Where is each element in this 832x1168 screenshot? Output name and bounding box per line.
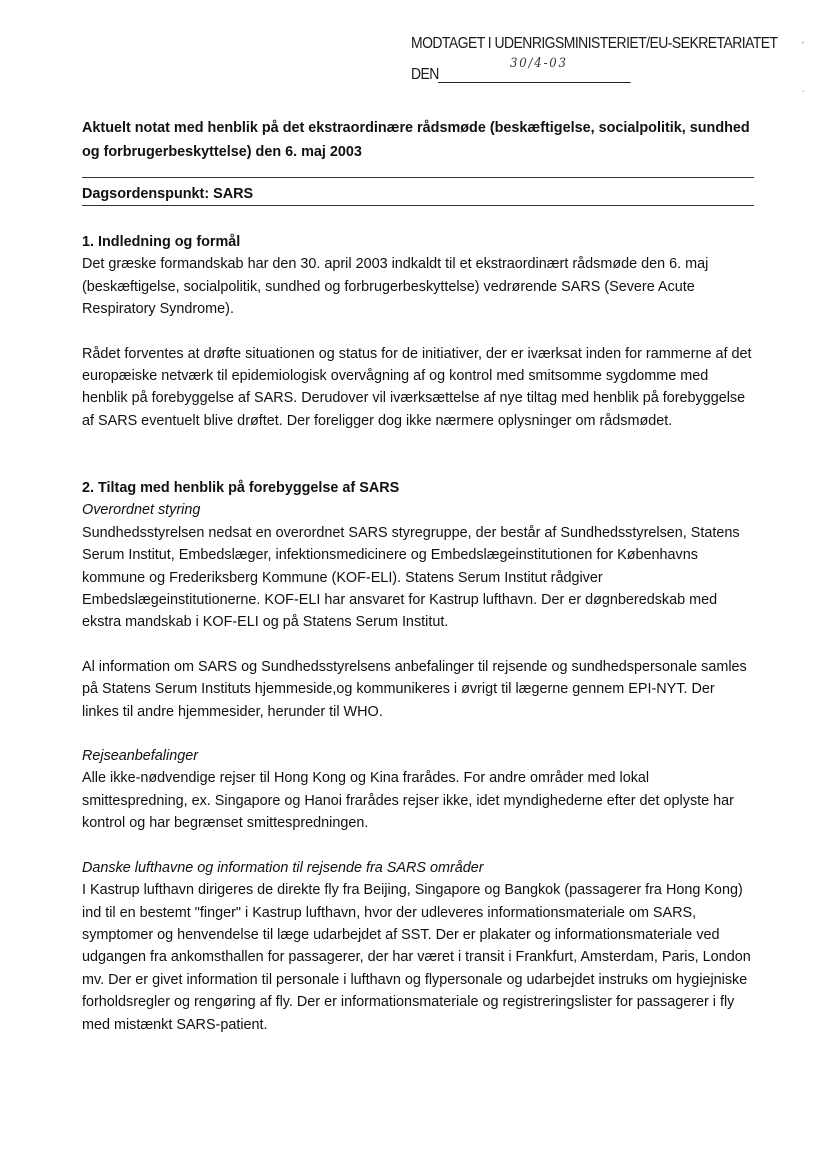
paragraph: Rådet forventes at drøfte situationen og status for de initiativer, der er iværksat inden for rammerne af det europæiske netværk til epidemiologisk overvågning af og kontrol med smitsomme sygdomme med henblik på forebyggelse af SARS. Derudover vil iværksættelse af nye tiltag med henblik på forebyggelse af SARS eventuelt blive drøftet. Der foreligger dog ikke nærmere oplysninger om rådsmødet.	[82, 345, 752, 429]
stamp-handwritten-date: 30/4-03	[510, 56, 568, 71]
section-heading: 1. Indledning og formål	[82, 234, 241, 250]
divider-bottom	[82, 205, 754, 206]
divider-top	[82, 177, 754, 178]
stamp-den-label: DEN	[411, 66, 439, 83]
paragraph: Sundhedsstyrelsen nedsat en overordnet SARS styregruppe, der består af Sundhedsstyrelsen, Statens Serum Institut, Embedslæger, infektionsmedicinere og Embedslægeinstitutionen for Københavns kommune og Frederiksberg Kommune (KOF-ELI). Statens Serum Institut rådgiver Embedslægeinstitutionerne. KOF-ELI har ansvaret for Kastrup lufthavn. Der er døgnberedskab med ekstra mandskab i KOF-ELI og på Statens Serum Institut.	[82, 524, 740, 631]
paragraph: Al information om SARS og Sundhedsstyrelsens anbefalinger til rejsende og sundhedspersonale samles på Statens Serum Instituts hjemmeside,og kommunikeres i øvrigt til lægerne gennem EPI-NYT. Der linkes til andre hjemmesider, herunder til WHO.	[82, 658, 747, 720]
stamp-date-line	[411, 56, 726, 84]
paragraph: Alle ikke-nødvendige rejser til Hong Kong og Kina frarådes. For andre områder med lokal smittespredning, ex. Singapore og Hanoi frarådes rejser ikke, idet myndighederne efter det oplyste har kontrol og har begrænset smittespredningen.	[82, 770, 734, 832]
received-stamp	[411, 34, 778, 84]
paragraph: Det græske formandskab har den 30. april 2003 indkaldt til et ekstraordinært rådsmøde den 6. maj (beskæftigelse, socialpolitik, sundhed og forbrugerbeskyttelse) vedrørende SARS (Severe Acute Respiratory Syndrome).	[82, 256, 709, 318]
section-introduction	[82, 231, 754, 432]
scan-mark: ′	[802, 40, 804, 50]
section-heading: 2. Tiltag med henblik på forebyggelse af SARS	[82, 480, 400, 496]
stamp-underline	[438, 82, 631, 83]
document-title: Aktuelt notat med henblik på det ekstraordinære rådsmøde (beskæftigelse, socialpolitik, sundhed og forbrugerbeskyttelse) den 6. maj 2003	[82, 120, 750, 160]
scan-mark: ˎ	[802, 82, 805, 92]
subheading: Rejseanbefalinger	[82, 748, 199, 765]
subheading: Overordnet styring	[82, 502, 201, 519]
paragraph: I Kastrup lufthavn dirigeres de direkte fly fra Beijing, Singapore og Bangkok (passagerer fra Hong Kong) ind til en bestemt "finger" i Kastrup lufthavn, hvor der udleveres informationsmateriale om SARS, symptomer og henvendelse til læge udarbejdet af SST. Der er plakater og informationsmateriale ved udgangen fra ankomsthallen for passagerer, der har været i transit i Frankfurt, Amsterdam, Paris, London mv. Der er givet information til personale i lufthavn og flypersonale og udarbejdet instruks om hygiejniske forholdsregler og rengøring af fly. Der er informationsmateriale og registreringslister for passagerer i fly med mistænkt SARS-patient.	[82, 882, 751, 1033]
agenda-item: Dagsordenspunkt: SARS	[82, 186, 254, 202]
stamp-received-text: MODTAGET I UDENRIGSMINISTERIET/EU-SEKRETARIATET	[411, 35, 778, 52]
section-measures	[82, 477, 754, 1036]
subheading: Danske lufthavne og information til rejsende fra SARS områder	[82, 859, 484, 876]
